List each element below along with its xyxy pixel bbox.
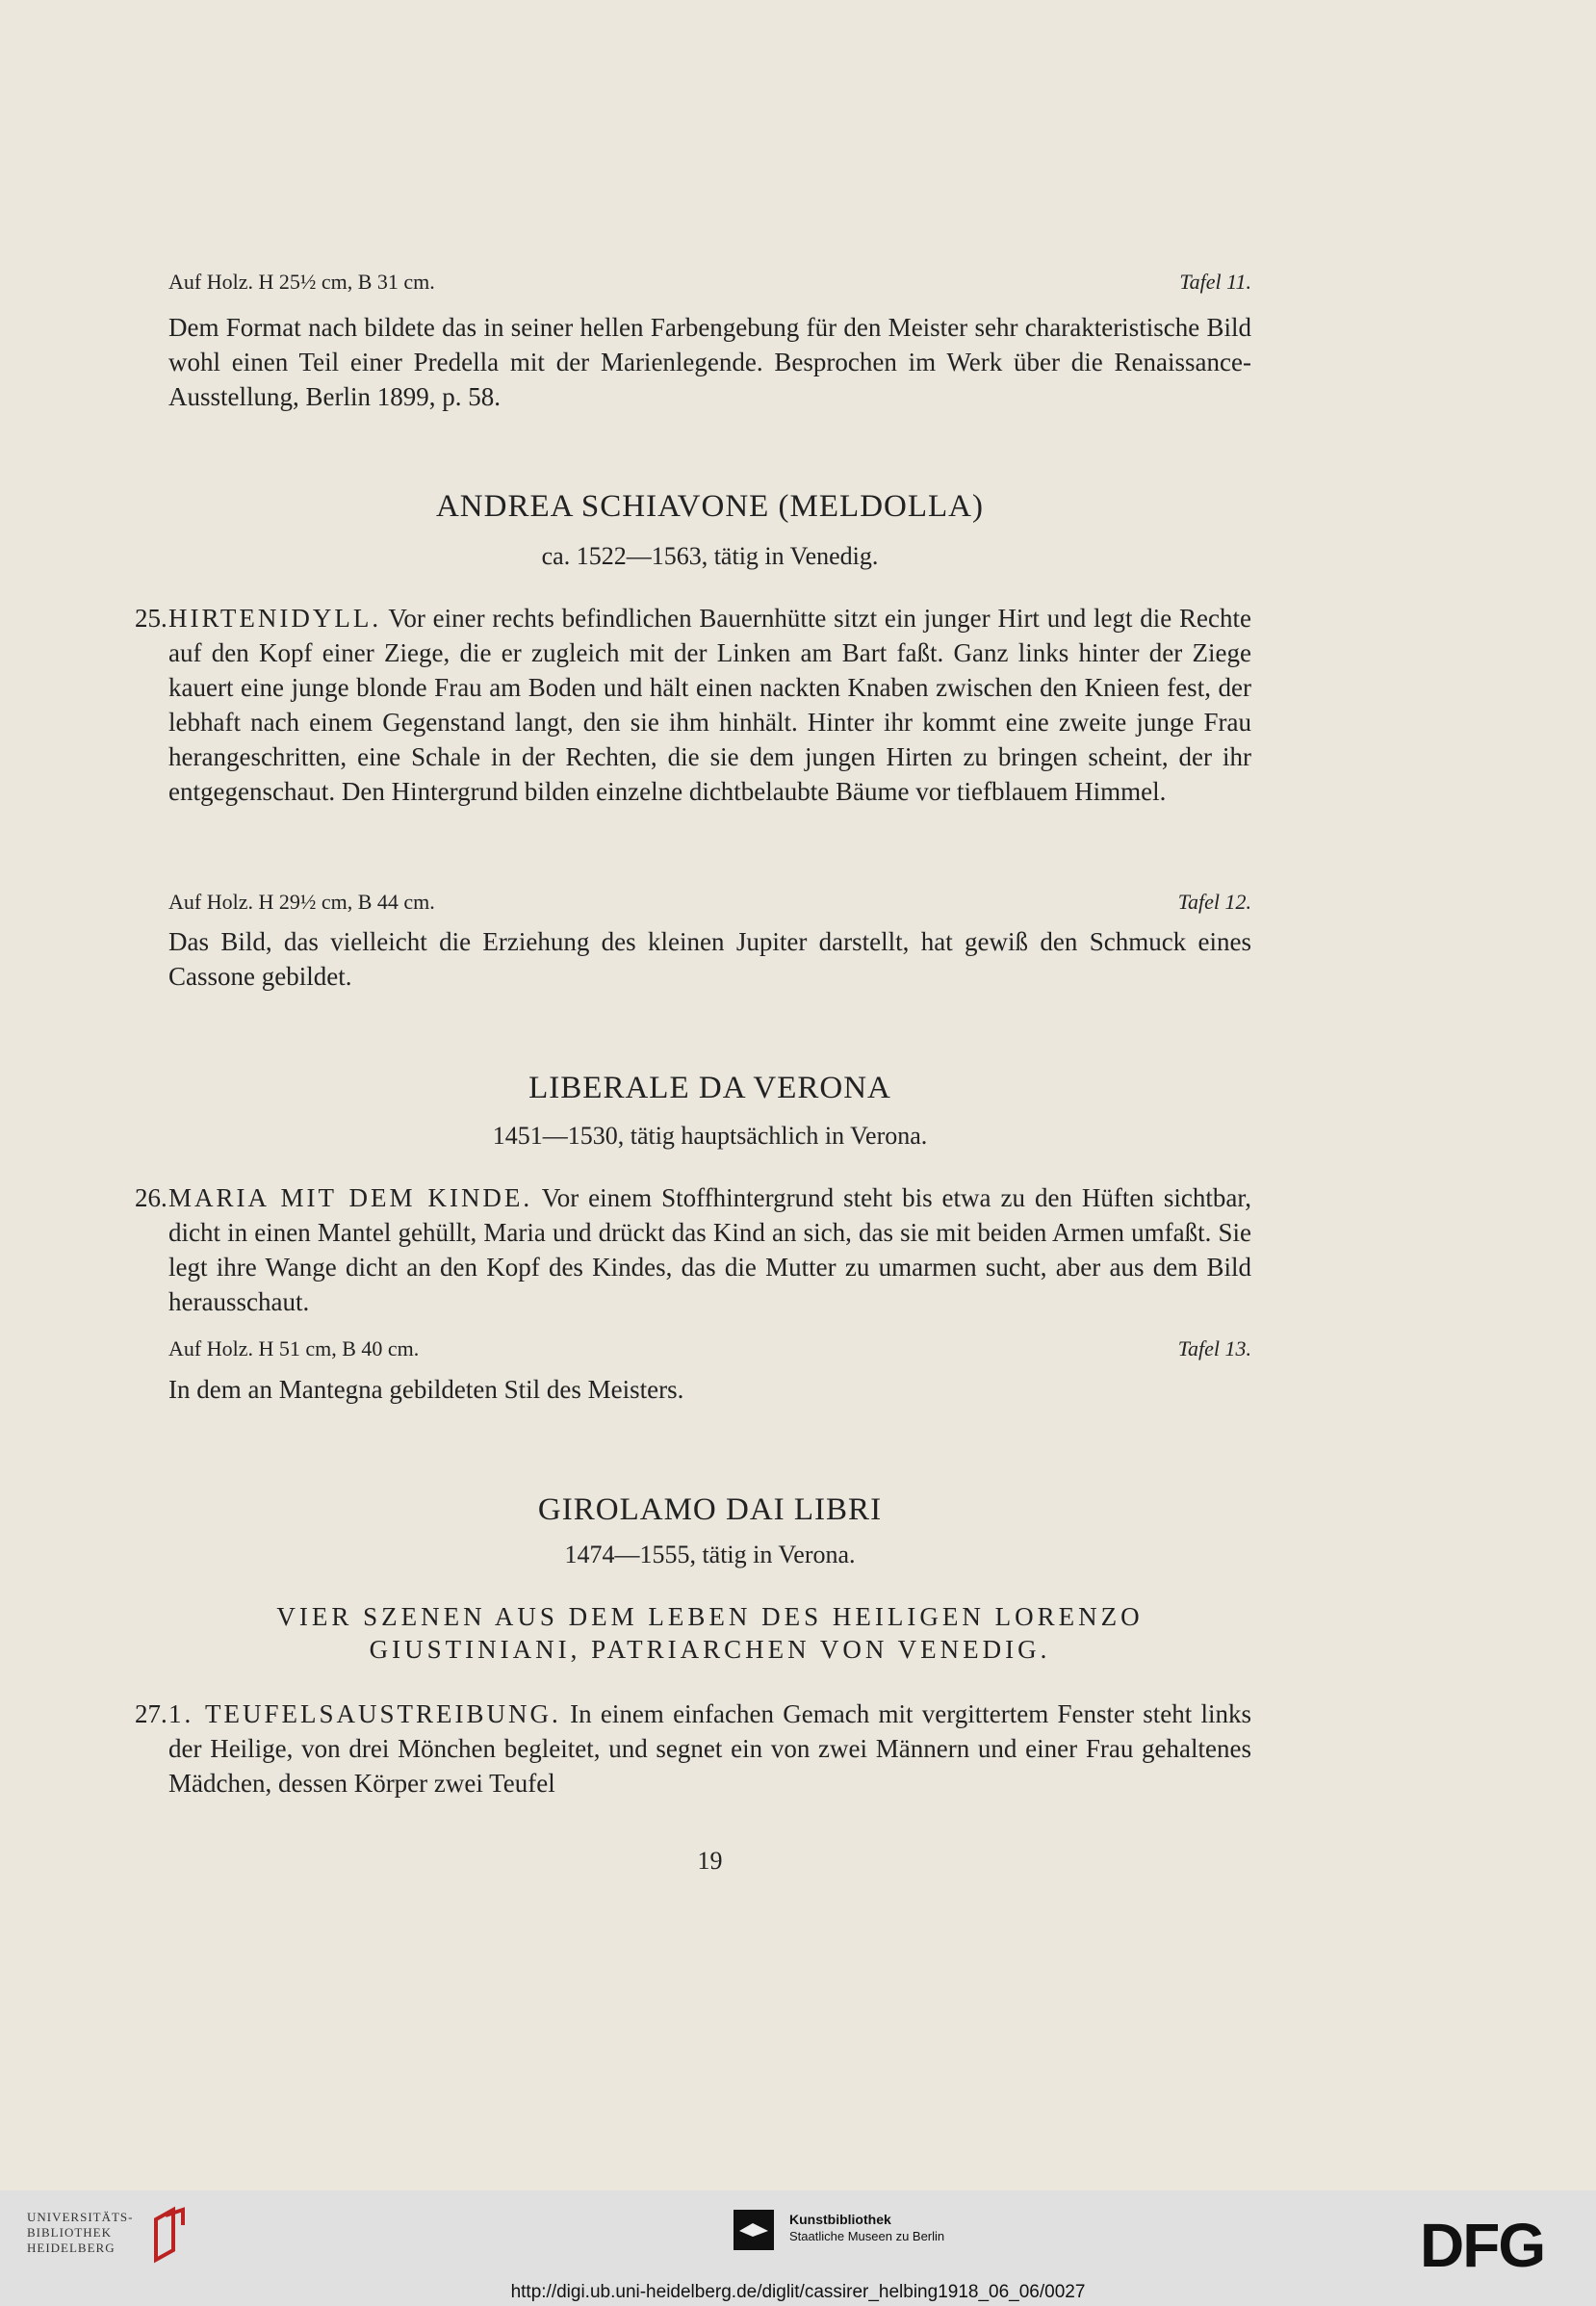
intro-paragraph: Dem Format nach bildete das in seiner hellen Farbengebung für den Meister sehr charakteristische Bild wohl einen Teil einer Predella mit der Marienlegende. Besprochen im Werk über die Renaissance-Ausstellung, Berlin 1899, p. 58. bbox=[168, 313, 1251, 411]
dfg-logo[interactable]: DFG bbox=[1420, 2211, 1545, 2280]
uni-line-1: UNIVERSITÄTS- bbox=[27, 2210, 134, 2224]
entry-26-dimensions: Auf Holz. H 51 cm, B 40 cm. bbox=[168, 1336, 420, 1360]
entry-title: HIRTENIDYLL. bbox=[168, 604, 382, 633]
permalink-url[interactable]: http://digi.ub.uni-heidelberg.de/diglit/cassirer_helbing1918_06_06/0027 bbox=[510, 2282, 1086, 2302]
artist-dates-girolamo: 1474—1555, tätig in Verona. bbox=[564, 1541, 856, 1568]
catalog-entry-26 bbox=[135, 1180, 1251, 1319]
intro-dimensions: Auf Holz. H 25½ cm, B 31 cm. bbox=[168, 270, 435, 294]
entry-number: 27. bbox=[135, 1699, 167, 1728]
intro-meta bbox=[168, 270, 1251, 295]
entry-number: 25. bbox=[135, 604, 167, 633]
uni-line-2: BIBLIOTHEK bbox=[27, 2225, 112, 2240]
intro-tafel: Tafel 11. bbox=[1179, 270, 1251, 294]
entry-26-tafel: Tafel 13. bbox=[1177, 1336, 1251, 1360]
series-title-line2: GIUSTINIANI, PATRIARCHEN VON VENEDIG. bbox=[369, 1635, 1051, 1664]
page-number: 19 bbox=[697, 1847, 723, 1875]
series-title bbox=[168, 1600, 1251, 1666]
uni-line-3: HEIDELBERG bbox=[27, 2241, 116, 2255]
kunstbibliothek-label[interactable] bbox=[789, 2212, 944, 2244]
entry-26-meta bbox=[168, 1336, 1251, 1361]
artist-heading-liberale: LIBERALE DA VERONA bbox=[528, 1071, 891, 1105]
entry-title: MARIA MIT DEM KINDE. bbox=[168, 1183, 533, 1212]
catalog-entry-25 bbox=[135, 601, 1251, 809]
entry-25-note: Das Bild, das vielleicht die Erziehung des kleinen Jupiter darstellt, hat gewiß den Schmuck eines Cassone gebildet. bbox=[168, 927, 1251, 991]
kunstbibliothek-logo-icon[interactable] bbox=[732, 2208, 776, 2252]
university-library-label[interactable] bbox=[27, 2210, 134, 2256]
kb-title: Kunstbibliothek bbox=[789, 2212, 891, 2227]
series-title-line1: VIER SZENEN AUS DEM LEBEN DES HEILIGEN LORENZO bbox=[276, 1602, 1144, 1631]
entry-26-note: In dem an Mantegna gebildeten Stil des Meisters. bbox=[168, 1375, 684, 1404]
entry-title: 1. TEUFELSAUSTREIBUNG. bbox=[168, 1699, 561, 1728]
footer-bar bbox=[0, 2190, 1596, 2306]
catalog-entry-27 bbox=[135, 1697, 1251, 1801]
kb-subtitle: Staatliche Museen zu Berlin bbox=[789, 2229, 945, 2243]
artist-dates-schiavone: ca. 1522—1563, tätig in Venedig. bbox=[541, 542, 879, 570]
entry-description: In einem einfachen Gemach mit vergittertem Fenster steht links der Heilige, von drei Mönchen begleitet, und segnet ein von zwei Männern und einer Frau gehaltenes Mädchen, dessen Körper zwei Teufel bbox=[168, 1699, 1252, 1798]
artist-dates-liberale: 1451—1530, tätig hauptsächlich in Verona. bbox=[492, 1122, 928, 1150]
artist-heading-schiavone: ANDREA SCHIAVONE (MELDOLLA) bbox=[435, 489, 985, 524]
university-logo-icon[interactable] bbox=[144, 2206, 193, 2264]
artist-heading-girolamo: GIROLAMO DAI LIBRI bbox=[537, 1492, 883, 1527]
entry-25-meta bbox=[168, 890, 1251, 915]
entry-25-dimensions: Auf Holz. H 29½ cm, B 44 cm. bbox=[168, 890, 435, 914]
entry-description: Vor einer rechts befindlichen Bauernhütte sitzt ein junger Hirt und legt die Rechte auf den Kopf einer Ziege, die er zugleich mit der Linken am Bart faßt. Ganz links hinter der Ziege kauert eine junge blonde Frau am Boden und hält einen nackten Knaben zwischen den Knieen fest, der lebhaft nach einem Gegenstand langt, den sie ihm hinhält. Hinter ihr kommt eine zweite junge Frau herangeschritten, eine Schale in der Rechten, die sie dem jungen Hirten zu bringen scheint, der ihr entgegenschaut. Den Hintergrund bilden einzelne dichtbelaubte Bäume vor tiefblauem Himmel. bbox=[168, 604, 1251, 806]
entry-25-tafel: Tafel 12. bbox=[1177, 890, 1251, 914]
entry-number: 26. bbox=[135, 1183, 167, 1212]
entry-description: Vor einem Stoffhintergrund steht bis etwa zu den Hüften sichtbar, dicht in einen Mantel gehüllt, Maria und drückt das Kind an sich, das sie mit beiden Armen umfaßt. Sie legt ihre Wange dicht an den Kopf des Kindes, das die Mutter zu umarmen sucht, aber aus dem Bild herausschaut. bbox=[168, 1183, 1252, 1316]
